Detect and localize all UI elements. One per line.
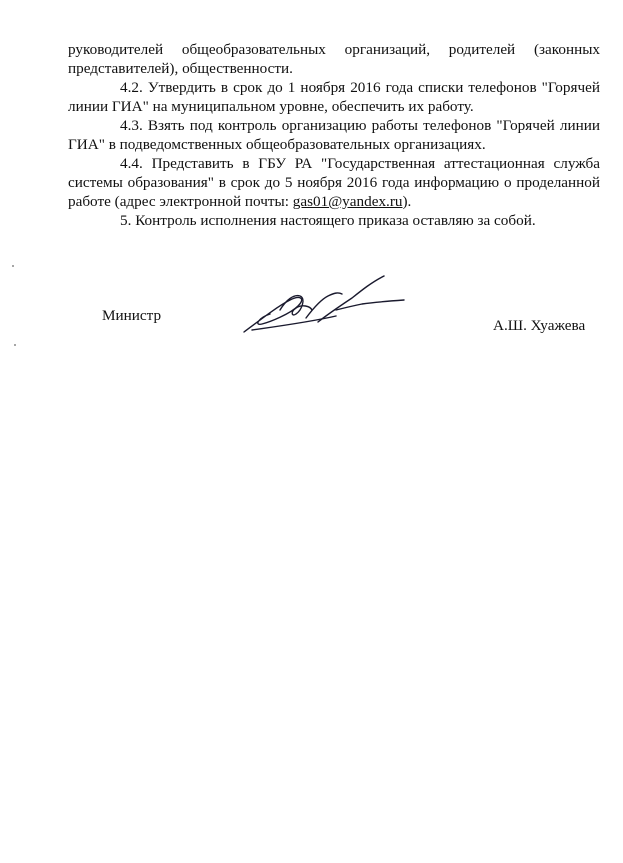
- paragraph-4-3: 4.3. Взять под контроль организацию работы телефонов "Горячей линии ГИА" в подведомственных общеобразовательных организациях.: [68, 117, 600, 153]
- scan-speck: [14, 344, 16, 346]
- paragraph-4-4-text: 4.4. Представить в ГБУ РА "Государственная аттестационная служба системы образования" в срок до 5 ноября 2016 года информацию о проделанной работе (адрес электронной почты:: [68, 155, 600, 210]
- paragraph-4-4-end: ).: [402, 193, 412, 210]
- signature-block: [0, 307, 623, 337]
- signer-position: Министр: [102, 307, 162, 324]
- scan-speck: [12, 265, 14, 267]
- signer-name: А.Ш. Хуажева: [493, 317, 586, 334]
- document-body: [68, 40, 600, 230]
- email-link[interactable]: gas01@yandex.ru: [292, 193, 403, 210]
- paragraph-4-2: 4.2. Утвердить в срок до 1 ноября 2016 года списки телефонов "Горячей линии ГИА" на муниципальном уровне, обеспечить их работу.: [68, 79, 600, 115]
- paragraph-continuation: руководителей общеобразовательных организаций, родителей (законных представителей), общественности.: [68, 41, 600, 77]
- paragraph-5: 5. Контроль исполнения настоящего приказа оставляю за собой.: [120, 212, 536, 229]
- paragraph-4-4: [68, 154, 600, 211]
